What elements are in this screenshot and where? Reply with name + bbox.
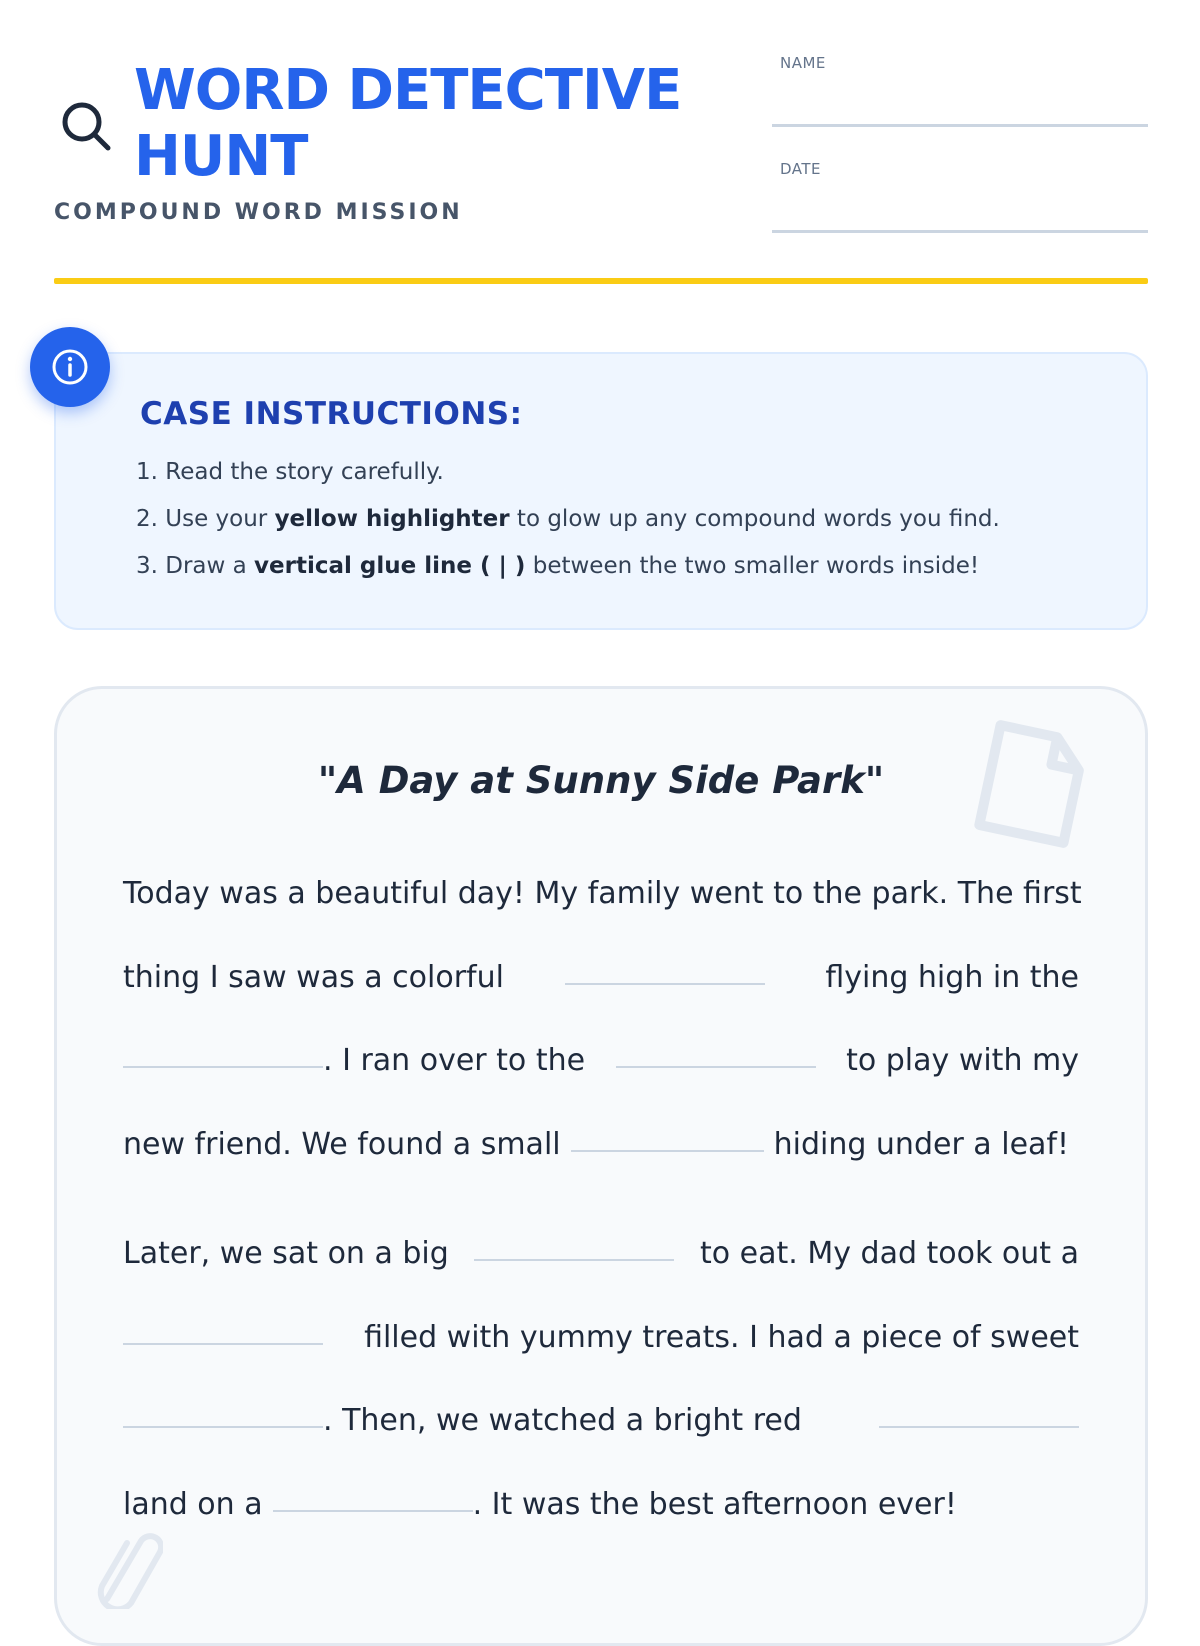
fill-in-blank[interactable] [616, 1066, 816, 1068]
date-field[interactable] [772, 160, 1148, 233]
story-line: . Then, we watched a bright red [123, 1379, 1079, 1463]
instructions-list [136, 456, 1000, 597]
instructions-panel [54, 352, 1148, 630]
story-paragraph-2 [123, 1212, 1079, 1546]
story-line: Later, we sat on a big to eat. My dad took out a [123, 1236, 1079, 1271]
info-icon [30, 327, 110, 407]
date-label: DATE [780, 160, 822, 178]
instruction-step-3: 3. Draw a vertical glue line ( | ) between the two smaller words inside! [136, 553, 980, 579]
fill-in-blank[interactable] [879, 1426, 1079, 1428]
page-title: WORD DETECTIVE HUNT [134, 58, 682, 189]
fill-in-blank[interactable] [474, 1259, 674, 1261]
fill-in-blank[interactable] [565, 983, 765, 985]
search-icon [58, 98, 114, 154]
story-line: new friend. We found a small hiding under a leaf! [123, 1126, 1069, 1162]
fill-in-blank[interactable] [571, 1150, 764, 1152]
instruction-step-2: 2. Use your yellow highlighter to glow up any compound words you find. [136, 506, 1000, 532]
story-line: filled with yummy treats. I had a piece of sweet [123, 1296, 1079, 1380]
story-line: land on a . It was the best afternoon ever! [123, 1486, 957, 1522]
name-field[interactable] [772, 54, 1148, 127]
fill-in-blank[interactable] [273, 1510, 473, 1512]
fill-in-blank[interactable] [123, 1343, 323, 1345]
worksheet-header [54, 54, 1148, 284]
header-divider [54, 278, 1148, 284]
page-subtitle: COMPOUND WORD MISSION [54, 200, 463, 225]
story-line: Today was a beautiful day! My family went to the park. The first [123, 876, 1082, 911]
story-line: thing I saw was a colorful flying high in the [123, 959, 1079, 995]
name-label: NAME [780, 54, 826, 72]
story-card [54, 686, 1148, 1646]
fill-in-blank[interactable] [123, 1066, 323, 1068]
fill-in-blank[interactable] [123, 1426, 323, 1428]
instruction-step-1: 1. Read the story carefully. [136, 459, 444, 485]
story-paragraph-1 [123, 852, 1082, 1186]
story-title: "A Day at Sunny Side Park" [317, 759, 885, 802]
instructions-title: CASE INSTRUCTIONS: [140, 396, 523, 432]
story-line: . I ran over to the to play with my [123, 1019, 1079, 1103]
